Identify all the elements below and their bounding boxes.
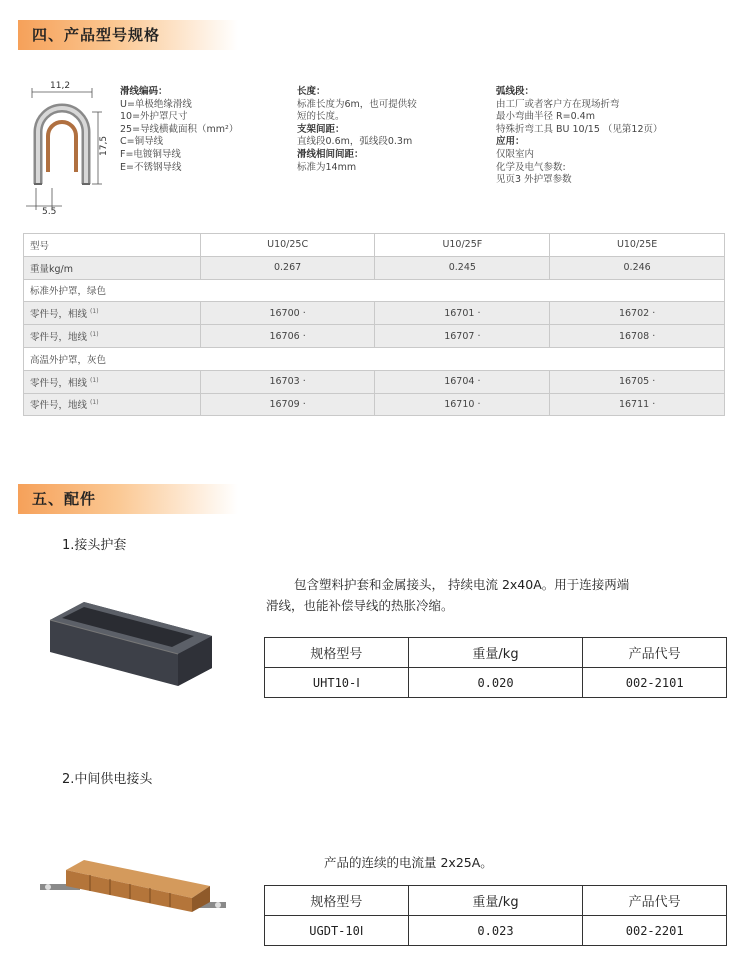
cell: 0.023: [408, 916, 583, 946]
row-label: 零件号，地线 $^{(1)}$: [24, 393, 201, 416]
table-header-row: [265, 638, 727, 668]
header-cell: 重量/kg: [408, 886, 583, 916]
table-row: [24, 325, 725, 348]
item2-desc-line1: 产品的连续的电流量 2x25A。: [324, 855, 493, 870]
dim-top-label: 11,2: [50, 81, 71, 91]
cell: 16711 ·: [550, 393, 725, 416]
table-header-row: [265, 886, 727, 916]
cell: 002-2101: [583, 668, 727, 698]
code-line: 10=外护罩尺寸: [120, 111, 188, 123]
group-row: [24, 347, 725, 370]
header-cell: 规格型号: [265, 638, 409, 668]
cell: 16707 ·: [375, 325, 550, 348]
code-head: 滑线编码：: [120, 86, 168, 97]
table-row: [24, 302, 725, 325]
length-line: 标准长度为6m，也可提供较: [297, 98, 417, 110]
spec-col-curve: [496, 86, 663, 187]
header-cell: 规格型号: [265, 886, 409, 916]
cell: UHT10-Ⅰ: [265, 668, 409, 698]
table-row: [24, 393, 725, 416]
spec-col-code: [120, 86, 238, 174]
application-line: 见页3 外护罩参数: [496, 174, 572, 186]
cell: 16701 ·: [375, 302, 550, 325]
table-header-row: [24, 234, 725, 257]
code-line: C=铜导线: [120, 136, 164, 148]
spec-col-length: [297, 86, 417, 174]
cell: 16703 ·: [200, 370, 375, 393]
header-cell: 重量/kg: [408, 638, 583, 668]
feed-joint-image: [38, 856, 228, 922]
curve-head: 弧线段：: [496, 86, 535, 97]
section-4-header: [18, 20, 238, 50]
cell: 0.245: [375, 256, 550, 279]
group-row: [24, 279, 725, 302]
code-line: F=电镀铜导线: [120, 148, 181, 160]
table-row: [265, 668, 727, 698]
application-line: 仅限室内: [496, 148, 535, 160]
code-line: E=不锈钢导线: [120, 161, 182, 173]
row-label: 零件号，相线 $^{(1)}$: [24, 370, 201, 393]
cell: 0.267: [200, 256, 375, 279]
cell: 16700 ·: [200, 302, 375, 325]
section-4-title: 四、产品型号规格: [32, 26, 161, 44]
joint-sleeve-image: [44, 598, 214, 690]
item1-title: 1.接头护套: [62, 538, 127, 553]
curve-line: 由工厂或者客户方在现场折弯: [496, 98, 620, 110]
application-head: 应用：: [496, 136, 525, 148]
cell: 0.020: [408, 668, 583, 698]
support-head: 支架间距：: [297, 123, 345, 135]
cell: 16710 ·: [375, 393, 550, 416]
header-cell: U10/25E: [550, 234, 725, 257]
spacing-line: 标准为14mm: [297, 161, 357, 173]
cell: 16708 ·: [550, 325, 725, 348]
cell: 16702 ·: [550, 302, 725, 325]
row-label: 重量kg/m: [24, 256, 201, 279]
dim-bottom-label: 5,5: [42, 207, 57, 214]
header-cell: 产品代号: [583, 638, 727, 668]
length-head: 长度：: [297, 86, 326, 97]
cell: 16709 ·: [200, 393, 375, 416]
profile-drawing: [22, 74, 112, 214]
cell: 16705 ·: [550, 370, 725, 393]
item1-desc-line2: 滑线，也能补偿导线的热胀冷缩。: [266, 598, 454, 613]
code-line: U=单极绝缘滑线: [120, 98, 192, 110]
table-row: [24, 256, 725, 279]
cell: 16704 ·: [375, 370, 550, 393]
code-line: 25=导线横截面积（mm²）: [120, 123, 239, 135]
group-label: 高温外护罩，灰色: [24, 347, 725, 370]
curve-line: 最小弯曲半径 R=0.4m: [496, 111, 595, 123]
section-5-header: [18, 484, 238, 514]
header-cell: U10/25F: [375, 234, 550, 257]
application-line: 化学及电气参数:: [496, 161, 566, 173]
section-5-title: 五、配件: [32, 490, 97, 508]
support-line: 直线段0.6m，弧线段0.3m: [297, 136, 413, 148]
length-line: 短的长度。: [297, 111, 345, 123]
item2-table: [264, 885, 727, 946]
group-label: 标准外护罩，绿色: [24, 279, 725, 302]
curve-line: 特殊折弯工具 BU 10/15 （见第12页）: [496, 123, 663, 135]
header-cell: 型号: [24, 234, 201, 257]
spacing-head: 滑线相间间距：: [297, 148, 364, 160]
dim-side-label: 17,5: [99, 135, 109, 156]
header-cell: 产品代号: [583, 886, 727, 916]
spec-table: [23, 233, 725, 416]
table-row: [265, 916, 727, 946]
row-label: 零件号，相线 $^{(1)}$: [24, 302, 201, 325]
item2-title: 2.中间供电接头: [62, 772, 153, 787]
item1-table: [264, 637, 727, 698]
table-row: [24, 370, 725, 393]
cell: 16706 ·: [200, 325, 375, 348]
header-cell: U10/25C: [200, 234, 375, 257]
item1-desc-line1: 包含塑料护套和金属接头， 持续电流 2x40A。用于连接两端: [294, 577, 630, 592]
cell: 0.246: [550, 256, 725, 279]
cell: UGDT-10Ⅰ: [265, 916, 409, 946]
cell: 002-2201: [583, 916, 727, 946]
row-label: 零件号，地线 $^{(1)}$: [24, 325, 201, 348]
